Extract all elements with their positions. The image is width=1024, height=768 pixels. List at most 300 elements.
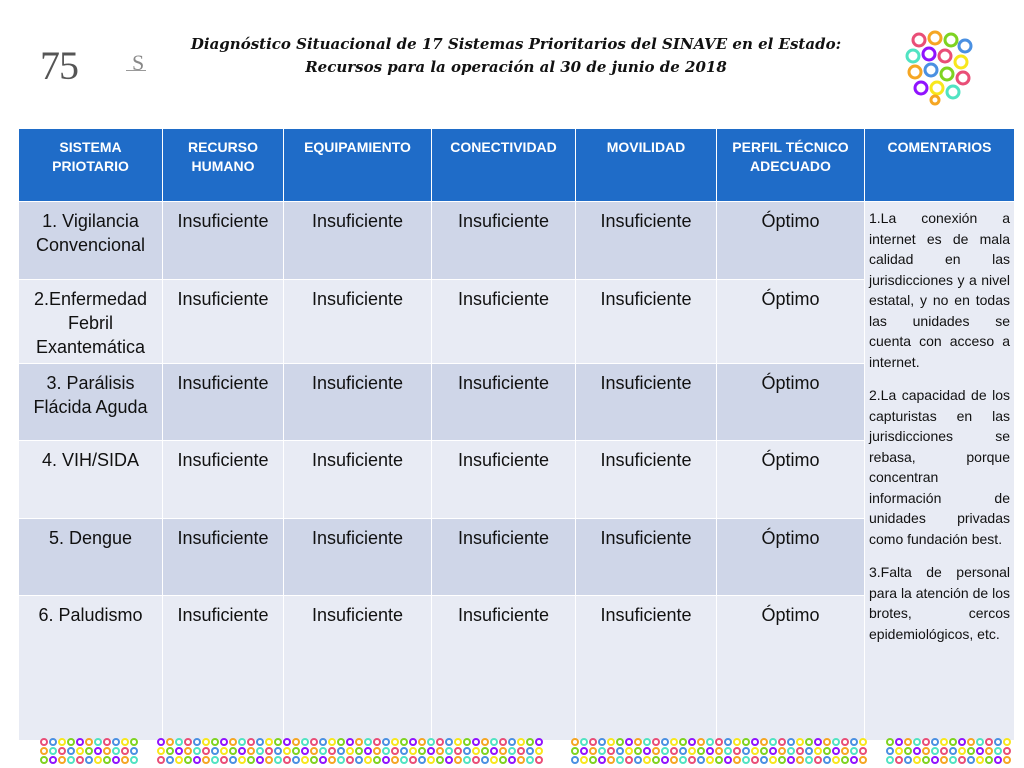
pattern-circle <box>635 748 641 754</box>
pattern-circle <box>752 739 758 745</box>
systems-table <box>18 128 1015 741</box>
pattern-circle <box>212 748 218 754</box>
pattern-circle <box>716 748 722 754</box>
pattern-circle <box>50 748 56 754</box>
pattern-circle <box>887 739 893 745</box>
pattern-circle <box>626 757 632 763</box>
pattern-circle <box>896 748 902 754</box>
pattern-circle <box>734 739 740 745</box>
pattern-circle <box>707 739 713 745</box>
pattern-circle <box>590 748 596 754</box>
pattern-circle <box>104 757 110 763</box>
pattern-circle <box>608 748 614 754</box>
recurso-cell: Insuficiente <box>163 519 284 596</box>
pattern-circle <box>689 757 695 763</box>
pattern-circle <box>311 757 317 763</box>
pattern-circle <box>986 748 992 754</box>
pattern-circle <box>968 739 974 745</box>
pattern-circle <box>68 757 74 763</box>
recurso-cell: Insuficiente <box>163 364 284 441</box>
pattern-circle <box>194 748 200 754</box>
pattern-circle <box>167 739 173 745</box>
recurso-cell: Insuficiente <box>163 280 284 364</box>
pattern-circle <box>941 748 947 754</box>
pattern-circle <box>248 739 254 745</box>
pattern-circle <box>914 757 920 763</box>
pattern-circle <box>923 739 929 745</box>
pattern-circle <box>653 748 659 754</box>
table-header-row <box>19 129 1015 202</box>
pattern-circle <box>176 739 182 745</box>
pattern-circle <box>365 757 371 763</box>
pattern-circle <box>698 739 704 745</box>
pattern-circle <box>266 748 272 754</box>
pattern-circle <box>626 748 632 754</box>
pattern-circle <box>401 757 407 763</box>
pattern-circle <box>320 748 326 754</box>
pattern-circle <box>779 748 785 754</box>
pattern-circle <box>239 757 245 763</box>
pattern-circle <box>590 757 596 763</box>
pattern-circle <box>158 748 164 754</box>
pattern-circle <box>635 757 641 763</box>
pattern-circle <box>644 739 650 745</box>
column-header: COMENTARIOS <box>865 129 1015 202</box>
pattern-circle <box>122 748 128 754</box>
equipamiento-cell: Insuficiente <box>284 280 432 364</box>
pattern-circle <box>797 757 803 763</box>
pattern-circle <box>392 739 398 745</box>
pattern-circle <box>284 739 290 745</box>
pattern-circle <box>77 739 83 745</box>
pattern-circle <box>1004 748 1010 754</box>
recurso-cell: Insuficiente <box>163 596 284 741</box>
pattern-circle <box>500 739 506 745</box>
pattern-circle <box>932 748 938 754</box>
pattern-circle <box>365 739 371 745</box>
pattern-circle <box>716 739 722 745</box>
pattern-circle <box>248 757 254 763</box>
pattern-circle <box>95 748 101 754</box>
pattern-circle <box>509 748 515 754</box>
conectividad-cell: Insuficiente <box>432 364 576 441</box>
pattern-circle <box>662 748 668 754</box>
pattern-circle <box>572 748 578 754</box>
pattern-circle <box>842 757 848 763</box>
pattern-circle <box>455 757 461 763</box>
pattern-circle <box>437 748 443 754</box>
pattern-circle <box>707 748 713 754</box>
conectividad-cell: Insuficiente <box>432 202 576 280</box>
pattern-circle <box>905 739 911 745</box>
pattern-circle <box>473 739 479 745</box>
pattern-circle <box>662 757 668 763</box>
pattern-circle <box>716 757 722 763</box>
pattern-circle <box>626 739 632 745</box>
movilidad-cell: Insuficiente <box>576 441 717 519</box>
pattern-circle <box>824 757 830 763</box>
pattern-circle <box>527 757 533 763</box>
pattern-circle <box>347 739 353 745</box>
pattern-circle <box>113 739 119 745</box>
pattern-circle <box>104 739 110 745</box>
pattern-circle <box>230 748 236 754</box>
colored-circles-pattern <box>0 734 1024 768</box>
pattern-circle <box>572 757 578 763</box>
pattern-circle <box>752 748 758 754</box>
pattern-circle <box>680 748 686 754</box>
pattern-circle <box>617 757 623 763</box>
movilidad-cell: Insuficiente <box>576 280 717 364</box>
pattern-circle <box>302 757 308 763</box>
pattern-circle <box>176 757 182 763</box>
pattern-circle <box>581 748 587 754</box>
pattern-circle <box>653 757 659 763</box>
pattern-circle <box>275 757 281 763</box>
conectividad-cell: Insuficiente <box>432 441 576 519</box>
pattern-circle <box>59 748 65 754</box>
column-header: PERFIL TÉCNICO ADECUADO <box>717 129 865 202</box>
pattern-circle <box>131 757 137 763</box>
pattern-circle <box>419 739 425 745</box>
pattern-circle <box>770 739 776 745</box>
pattern-circle <box>374 739 380 745</box>
pattern-circle <box>167 757 173 763</box>
pattern-circle <box>419 757 425 763</box>
equipamiento-cell: Insuficiente <box>284 519 432 596</box>
pattern-circle <box>176 748 182 754</box>
perfil-cell: Óptimo <box>717 280 865 364</box>
sistema-cell: 6. Paludismo <box>19 596 163 741</box>
pattern-circle <box>50 757 56 763</box>
pattern-circle <box>977 739 983 745</box>
pattern-circle <box>590 739 596 745</box>
pattern-circle <box>572 739 578 745</box>
sistema-cell: 3. Parálisis Flácida Aguda <box>19 364 163 441</box>
pattern-circle <box>311 739 317 745</box>
pattern-circle <box>293 748 299 754</box>
pattern-circle <box>959 739 965 745</box>
pattern-circle <box>185 748 191 754</box>
sistema-cell: 2.Enfermedad Febril Exantemática <box>19 280 163 364</box>
pattern-circle <box>437 739 443 745</box>
pattern-circle <box>509 757 515 763</box>
pattern-circle <box>806 748 812 754</box>
pattern-circle <box>761 748 767 754</box>
pattern-circle <box>608 757 614 763</box>
column-header: RECURSO HUMANO <box>163 129 284 202</box>
perfil-cell: Óptimo <box>717 364 865 441</box>
comment-item: 3.Falta de personal para la atención de los brotes, cercos epidemiológicos, etc. <box>869 564 1010 642</box>
pattern-circle <box>437 757 443 763</box>
pattern-circle <box>923 748 929 754</box>
pattern-circle <box>743 739 749 745</box>
pattern-circle <box>464 748 470 754</box>
equipamiento-cell: Insuficiente <box>284 364 432 441</box>
pattern-circle <box>941 757 947 763</box>
pattern-circle <box>257 748 263 754</box>
pattern-circle <box>950 748 956 754</box>
pattern-circle <box>806 757 812 763</box>
pattern-circle <box>194 739 200 745</box>
pattern-circle <box>995 739 1001 745</box>
logo-letter: S <box>132 50 145 75</box>
pattern-circle <box>518 739 524 745</box>
pattern-circle <box>788 739 794 745</box>
pattern-circle <box>158 739 164 745</box>
pattern-circle <box>212 757 218 763</box>
pattern-circle <box>932 739 938 745</box>
pattern-circle <box>491 739 497 745</box>
pattern-circle <box>824 739 830 745</box>
pattern-circle <box>257 757 263 763</box>
pattern-circle <box>365 748 371 754</box>
pattern-circle <box>581 757 587 763</box>
pattern-circle <box>302 739 308 745</box>
pattern-circle <box>743 757 749 763</box>
pattern-circle <box>293 757 299 763</box>
pattern-circle <box>338 739 344 745</box>
pattern-circle <box>356 739 362 745</box>
pattern-circle <box>986 739 992 745</box>
pattern-circle <box>653 739 659 745</box>
pattern-circle <box>383 757 389 763</box>
pattern-circle <box>851 757 857 763</box>
pattern-circle <box>833 757 839 763</box>
pattern-circle <box>815 739 821 745</box>
pattern-circle <box>995 757 1001 763</box>
colored-circles-logo <box>905 30 977 106</box>
pattern-circle <box>500 748 506 754</box>
pattern-circle <box>518 748 524 754</box>
pattern-circle <box>860 757 866 763</box>
pattern-circle <box>905 748 911 754</box>
pattern-circle <box>734 748 740 754</box>
movilidad-cell: Insuficiente <box>576 364 717 441</box>
pattern-circle <box>815 748 821 754</box>
pattern-circle <box>464 739 470 745</box>
pattern-circle <box>806 739 812 745</box>
sistema-cell: 5. Dengue <box>19 519 163 596</box>
pattern-circle <box>1004 739 1010 745</box>
pattern-circle <box>698 757 704 763</box>
pattern-circle <box>347 757 353 763</box>
pattern-circle <box>788 757 794 763</box>
sistema-cell: 4. VIH/SIDA <box>19 441 163 519</box>
pattern-circle <box>248 748 254 754</box>
pattern-circle <box>842 739 848 745</box>
pattern-circle <box>419 748 425 754</box>
pattern-circle <box>68 739 74 745</box>
equipamiento-cell: Insuficiente <box>284 596 432 741</box>
perfil-cell: Óptimo <box>717 441 865 519</box>
pattern-circle <box>275 739 281 745</box>
pattern-circle <box>41 739 47 745</box>
pattern-circle <box>950 739 956 745</box>
pattern-circle <box>788 748 794 754</box>
pattern-circle <box>680 739 686 745</box>
pattern-circle <box>446 757 452 763</box>
pattern-circle <box>95 757 101 763</box>
pattern-circle <box>599 739 605 745</box>
pattern-circle <box>410 739 416 745</box>
pattern-circle <box>887 748 893 754</box>
pattern-circle <box>968 748 974 754</box>
pattern-circle <box>230 739 236 745</box>
pattern-circle <box>959 757 965 763</box>
pattern-circle <box>770 757 776 763</box>
pattern-circle <box>689 739 695 745</box>
pattern-circle <box>122 757 128 763</box>
pattern-circle <box>941 739 947 745</box>
pattern-circle <box>527 739 533 745</box>
pattern-circle <box>77 757 83 763</box>
pattern-circle <box>725 757 731 763</box>
column-header: MOVILIDAD <box>576 129 717 202</box>
pattern-circle <box>284 748 290 754</box>
pattern-circle <box>617 748 623 754</box>
column-header: SISTEMA PRIOTARIO <box>19 129 163 202</box>
pattern-circle <box>959 748 965 754</box>
pattern-circle <box>824 748 830 754</box>
pattern-circle <box>212 739 218 745</box>
pattern-circle <box>815 757 821 763</box>
pattern-circle <box>473 748 479 754</box>
pattern-circle <box>536 748 542 754</box>
pattern-circle <box>446 748 452 754</box>
pattern-circle <box>374 757 380 763</box>
pattern-circle <box>725 748 731 754</box>
pattern-circle <box>905 757 911 763</box>
perfil-cell: Óptimo <box>717 202 865 280</box>
pattern-circle <box>383 739 389 745</box>
pattern-circle <box>113 757 119 763</box>
sistema-cell: 1. Vigilancia Convencional <box>19 202 163 280</box>
pattern-circle <box>311 748 317 754</box>
pattern-circle <box>275 748 281 754</box>
pattern-circle <box>392 748 398 754</box>
pattern-circle <box>536 757 542 763</box>
comment-item: 2.La capacidad de los capturistas en las jurisdicciones se rebasa, porque concentran información de unidades privadas como fundación best. <box>869 387 1010 547</box>
pattern-circle <box>707 757 713 763</box>
pattern-circle <box>392 757 398 763</box>
pattern-circle <box>338 748 344 754</box>
pattern-circle <box>779 757 785 763</box>
pattern-circle <box>680 757 686 763</box>
page-title: Diagnóstico Situacional de 17 Sistemas Prioritarios del SINAVE en el Estado: Recursos para la operación al 30 de junio de 2018 <box>190 35 842 76</box>
pattern-circle <box>473 757 479 763</box>
pattern-circle <box>491 748 497 754</box>
pattern-circle <box>950 757 956 763</box>
pattern-circle <box>671 748 677 754</box>
pattern-circle <box>131 739 137 745</box>
pattern-circle <box>185 739 191 745</box>
pattern-circle <box>671 757 677 763</box>
pattern-circle <box>860 739 866 745</box>
pattern-circle <box>797 739 803 745</box>
pattern-circle <box>851 739 857 745</box>
pattern-circle <box>221 739 227 745</box>
pattern-circle <box>482 739 488 745</box>
perfil-cell: Óptimo <box>717 596 865 741</box>
pattern-circle <box>599 757 605 763</box>
pattern-circle <box>410 757 416 763</box>
pattern-circle <box>536 739 542 745</box>
pattern-circle <box>428 739 434 745</box>
pattern-circle <box>41 757 47 763</box>
pattern-circle <box>203 748 209 754</box>
pattern-circle <box>860 748 866 754</box>
pattern-circle <box>644 757 650 763</box>
equipamiento-cell: Insuficiente <box>284 202 432 280</box>
pattern-circle <box>158 757 164 763</box>
pattern-circle <box>527 748 533 754</box>
pattern-circle <box>689 748 695 754</box>
pattern-circle <box>995 748 1001 754</box>
pattern-circle <box>779 739 785 745</box>
pattern-circle <box>581 739 587 745</box>
pattern-circle <box>617 739 623 745</box>
conectividad-cell: Insuficiente <box>432 280 576 364</box>
pattern-circle <box>896 757 902 763</box>
pattern-circle <box>329 757 335 763</box>
pattern-circle <box>257 739 263 745</box>
pattern-circle <box>923 757 929 763</box>
pattern-circle <box>725 739 731 745</box>
pattern-circle <box>185 757 191 763</box>
pattern-circle <box>41 748 47 754</box>
pattern-circle <box>761 739 767 745</box>
pattern-circle <box>743 748 749 754</box>
pattern-circle <box>239 739 245 745</box>
pattern-circle <box>239 748 245 754</box>
pattern-circle <box>896 739 902 745</box>
pattern-circle <box>464 757 470 763</box>
pattern-circle <box>374 748 380 754</box>
pattern-circle <box>446 739 452 745</box>
pattern-circle <box>986 757 992 763</box>
pattern-circle <box>671 739 677 745</box>
pattern-circle <box>734 757 740 763</box>
recurso-cell: Insuficiente <box>163 441 284 519</box>
equipamiento-cell: Insuficiente <box>284 441 432 519</box>
logo-number: 75 <box>40 43 78 88</box>
pattern-circle <box>599 748 605 754</box>
pattern-circle <box>104 748 110 754</box>
pattern-circle <box>455 739 461 745</box>
pattern-circle <box>455 748 461 754</box>
pattern-circle <box>221 757 227 763</box>
pattern-circle <box>230 757 236 763</box>
pattern-circle <box>644 748 650 754</box>
pattern-circle <box>203 757 209 763</box>
pattern-circle <box>968 757 974 763</box>
comments-cell <box>865 202 1015 741</box>
pattern-circle <box>842 748 848 754</box>
pattern-circle <box>833 748 839 754</box>
pattern-circle <box>68 748 74 754</box>
pattern-circle <box>491 757 497 763</box>
pattern-circle <box>1004 757 1010 763</box>
pattern-circle <box>500 757 506 763</box>
perfil-cell: Óptimo <box>717 519 865 596</box>
pattern-circle <box>761 757 767 763</box>
pattern-circle <box>320 757 326 763</box>
pattern-circle <box>932 757 938 763</box>
pattern-circle <box>86 757 92 763</box>
pattern-circle <box>635 739 641 745</box>
pattern-circle <box>482 757 488 763</box>
